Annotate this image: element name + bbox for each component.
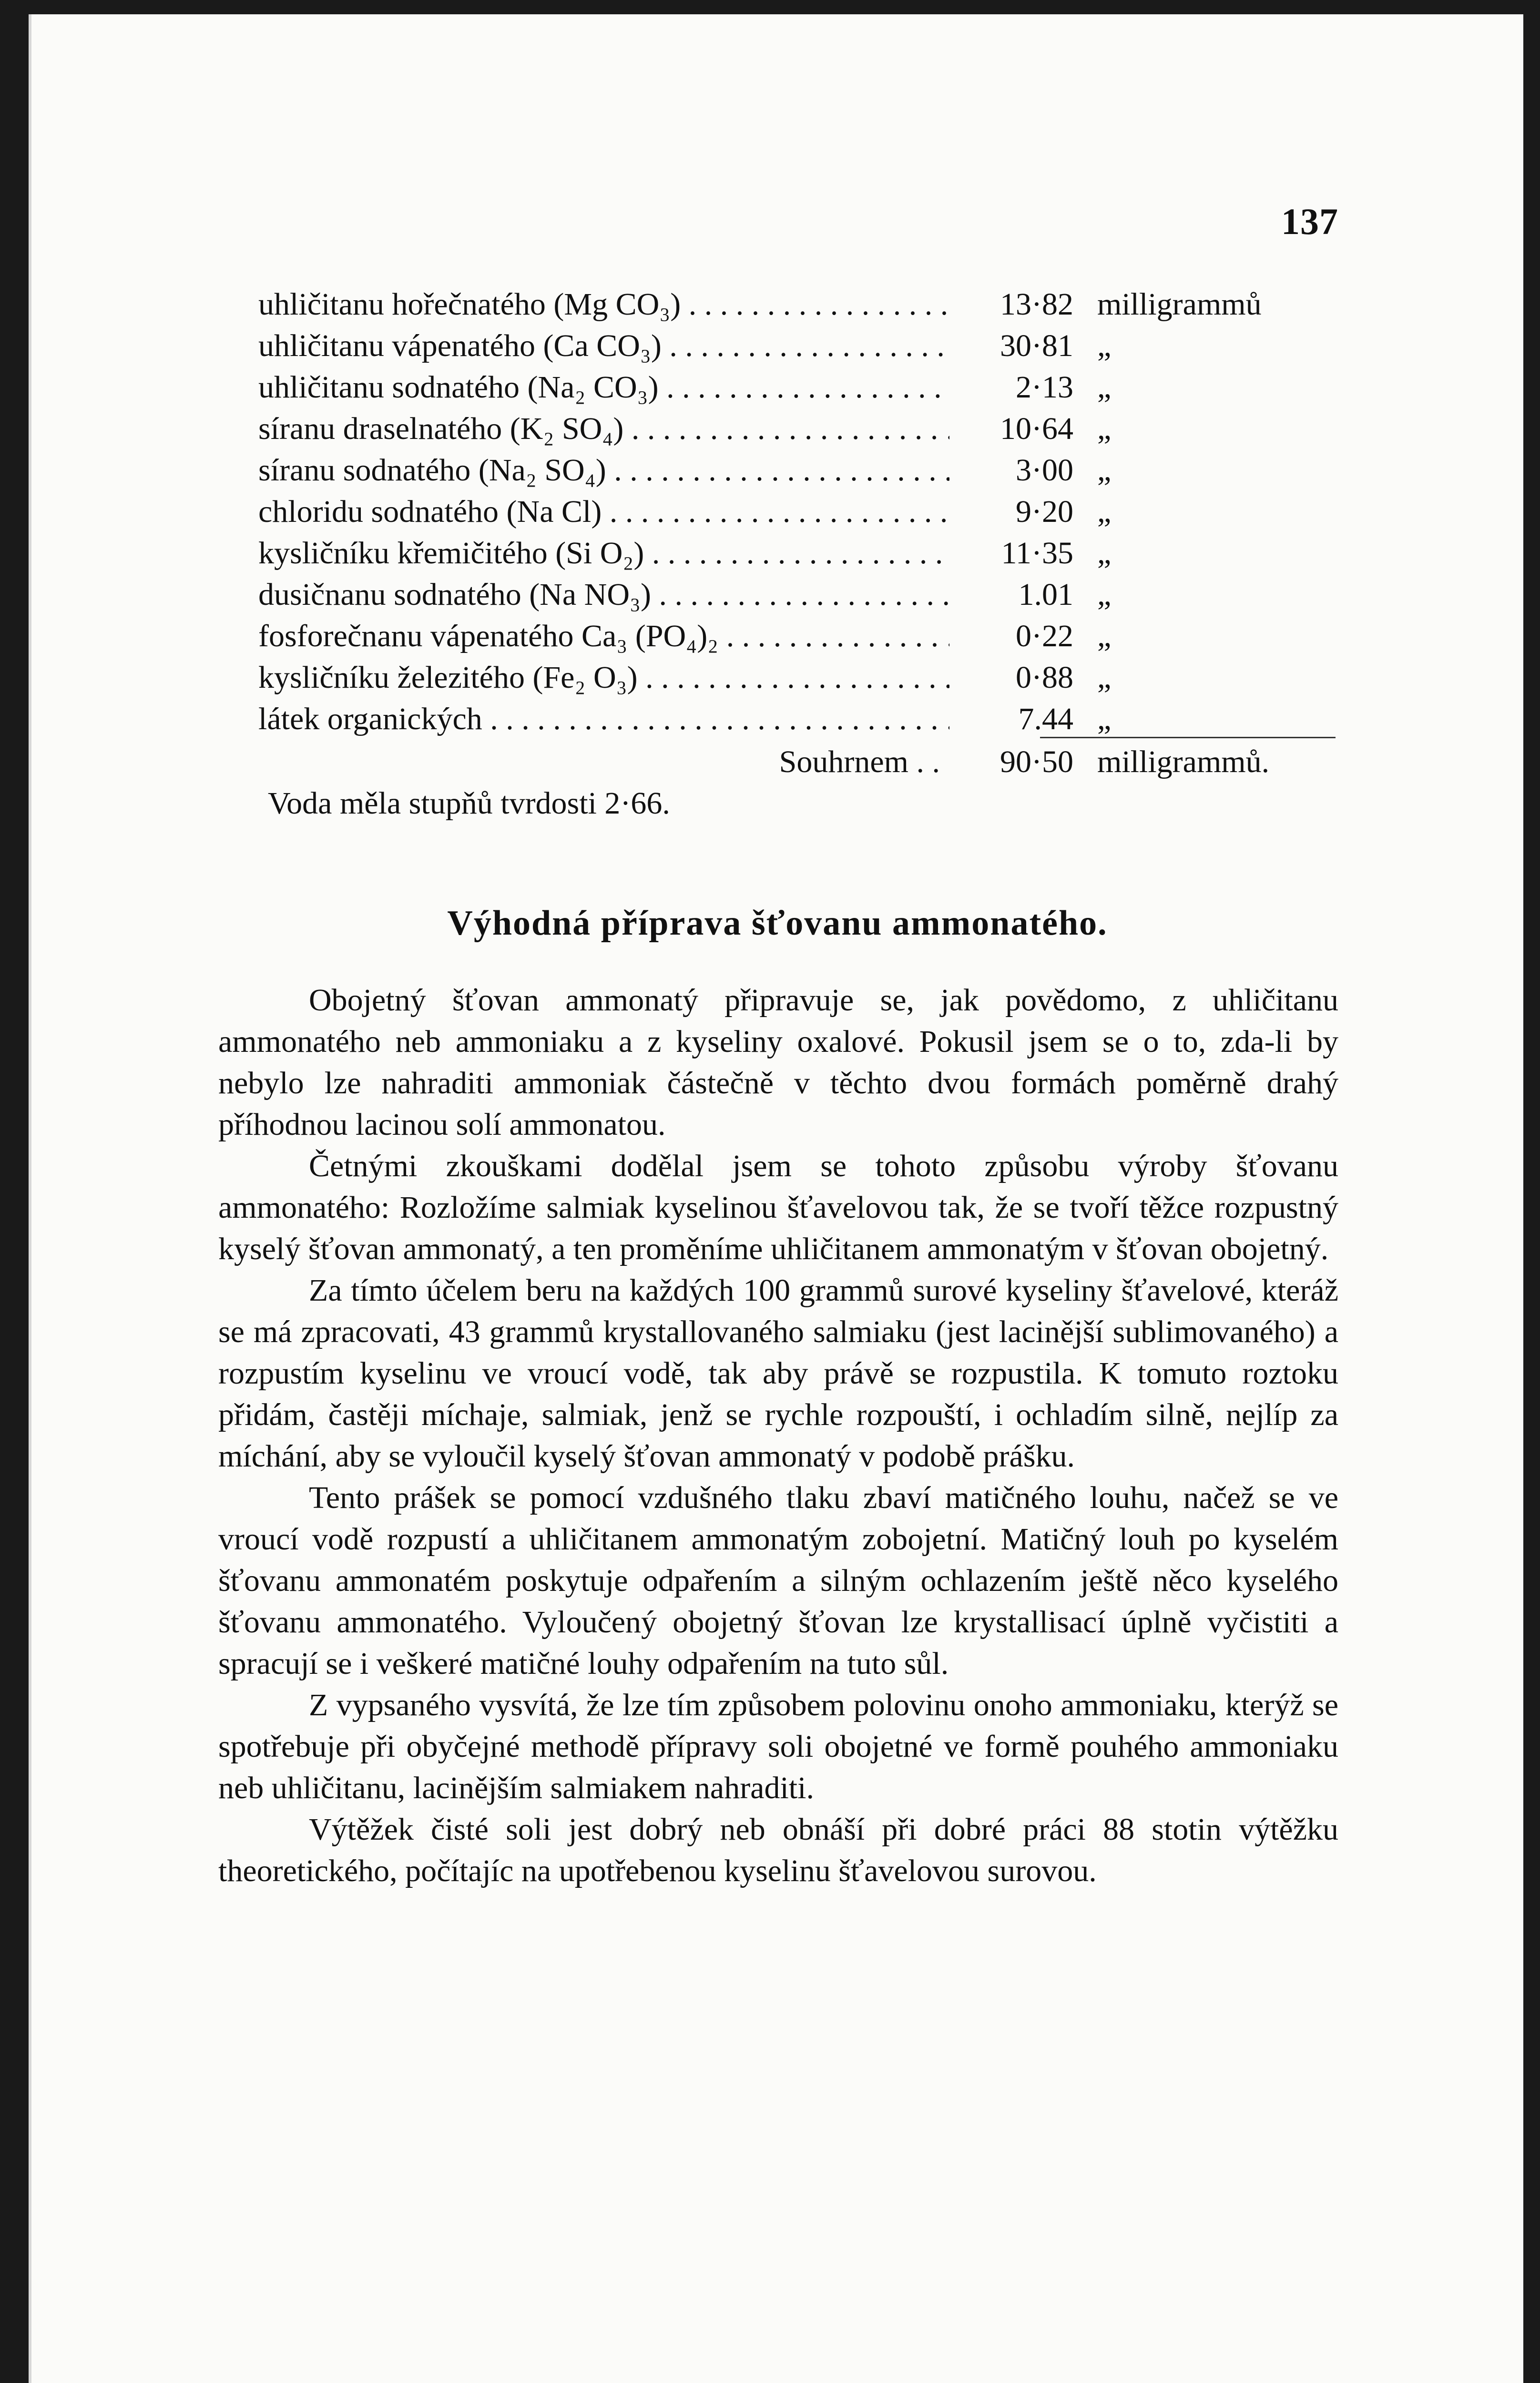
compound-label: uhličitanu hořečnatého (Mg CO₃) . . .: [258, 284, 949, 325]
compound-value: 7.44: [1018, 702, 1073, 736]
compound-value: 10·64: [1000, 411, 1073, 446]
body-text: [218, 979, 1338, 1892]
compound-value: 30·81: [1000, 328, 1073, 363]
compound-value: 13·82: [1000, 287, 1073, 322]
compound-label: uhličitanu vápenatého (Ca CO₃) . . .: [258, 325, 949, 367]
book-page: [29, 14, 1523, 2383]
compound-label: látek organických . . .: [258, 698, 949, 740]
table-row: [258, 491, 1336, 532]
table-row: [258, 449, 1336, 491]
compound-unit: „: [1097, 702, 1112, 736]
paragraph: Za tímto účelem beru na každých 100 grammů surové kyseliny šťavelové, kteráž se má zpracovati, 43 grammů krystallovaného salmiaku (jest lacinější sublimovaného) a rozpustím kyselinu ve vroucí vodě, tak aby právě se rozpustila. K tomuto roztoku přidám, častěji míchaje, salmiak, jenž se rychle rozpouští, i ochladím silně, nejlíp za míchání, aby se vyloučil kyselý šťovan ammonatý v podobě prášku.: [218, 1273, 1338, 1474]
compound-value: 0·88: [1016, 660, 1073, 695]
compound-unit: „: [1097, 577, 1112, 612]
compound-unit: „: [1097, 536, 1112, 570]
total-label: Souhrnem . .: [673, 741, 949, 783]
compound-unit: „: [1097, 328, 1112, 363]
compound-value: 1.01: [1018, 577, 1073, 612]
total-value: 90·50: [1000, 744, 1073, 779]
paragraph: Obojetný šťovan ammonatý připravuje se, jak povědomo, z uhličitanu ammonatého neb ammoniaku a z kyseliny oxalové. Pokusil jsem se o to, zda-li by nebylo lze nahraditi ammoniak částečně v těchto dvou formách poměrně drahý příhodnou lacinou solí ammonatou.: [218, 983, 1338, 1142]
compound-unit: „: [1097, 494, 1112, 529]
table-row: [258, 698, 1336, 740]
compound-label: dusičnanu sodnatého (Na NO₃) . . .: [258, 574, 949, 615]
compound-unit: „: [1097, 370, 1112, 405]
compound-value: 2·13: [1016, 370, 1073, 405]
compound-label: síranu draselnatého (K₂ SO₄) . . .: [258, 408, 949, 449]
compound-value: 0·22: [1016, 619, 1073, 653]
compound-label: fosforečnanu vápenatého Ca₃ (PO₄)₂ . . .: [258, 615, 949, 657]
paragraph: Z vypsaného vysvítá, že lze tím způsobem polovinu onoho ammoniaku, kterýž se spotřebuje při obyčejné methodě přípravy soli obojetné ve formě pouhého ammoniaku neb uhličitanu, lacinějším salmiakem nahraditi.: [218, 1688, 1338, 1805]
compound-unit: „: [1097, 660, 1112, 695]
water-hardness-note: Voda měla stupňů tvrdosti 2·66.: [268, 786, 670, 821]
table-row: [258, 408, 1336, 449]
compound-label: kysličníku křemičitého (Si O₂) . . .: [258, 532, 949, 574]
compound-value: 3·00: [1016, 453, 1073, 488]
table-row: [258, 532, 1336, 574]
table-row: [258, 284, 1336, 325]
total-row: [258, 741, 1336, 783]
table-row: [258, 615, 1336, 657]
table-row: [258, 367, 1336, 408]
composition-table: [258, 284, 1336, 824]
page-number: 137: [1281, 201, 1338, 242]
compound-label: chloridu sodnatého (Na Cl) . . .: [258, 491, 949, 532]
table-row: [258, 574, 1336, 615]
compound-unit: „: [1097, 453, 1112, 488]
table-row: [258, 657, 1336, 698]
compound-label: uhličitanu sodnatého (Na₂ CO₃) . . .: [258, 367, 949, 408]
compound-label: síranu sodnatého (Na₂ SO₄) . . .: [258, 449, 949, 491]
compound-unit: milligrammů: [1097, 287, 1262, 322]
compound-value: 9·20: [1016, 494, 1073, 529]
compound-unit: „: [1097, 619, 1112, 653]
section-title: Výhodná příprava šťovanu ammonatého.: [447, 904, 1108, 943]
paragraph: Četnými zkouškami dodělal jsem se tohoto způsobu výroby šťovanu ammonatého: Rozložíme salmiak kyselinou šťavelovou tak, že se tvoří těžce rozpustný kyselý šťovan ammonatý, a ten proměníme uhličitanem ammonatým v šťovan obojetný.: [218, 1149, 1338, 1266]
compound-unit: „: [1097, 411, 1112, 446]
paragraph: Výtěžek čisté soli jest dobrý neb obnáší při dobré práci 88 stotin výtěžku theoretického, počítajíc na upotřebenou kyselinu šťavelovou surovou.: [218, 1812, 1338, 1888]
table-row: [258, 325, 1336, 367]
paragraph: Tento prášek se pomocí vzdušného tlaku zbaví matičného louhu, načež se ve vroucí vodě rozpustí a uhličitanem ammonatým zobojetní. Matičný louh po kyselém šťovanu ammonatém poskytuje odpařením a silným ochlazením ještě něco kyselého šťovanu ammonatého. Vyloučený obojetný šťovan lze krystallisací úplně vyčistiti a spracují se i veškeré matičné louhy odpařením na tuto sůl.: [218, 1480, 1338, 1681]
compound-value: 11·35: [1001, 536, 1073, 570]
compound-label: kysličníku železitého (Fe₂ O₃) . . .: [258, 657, 949, 698]
total-unit: milligrammů.: [1097, 744, 1270, 779]
